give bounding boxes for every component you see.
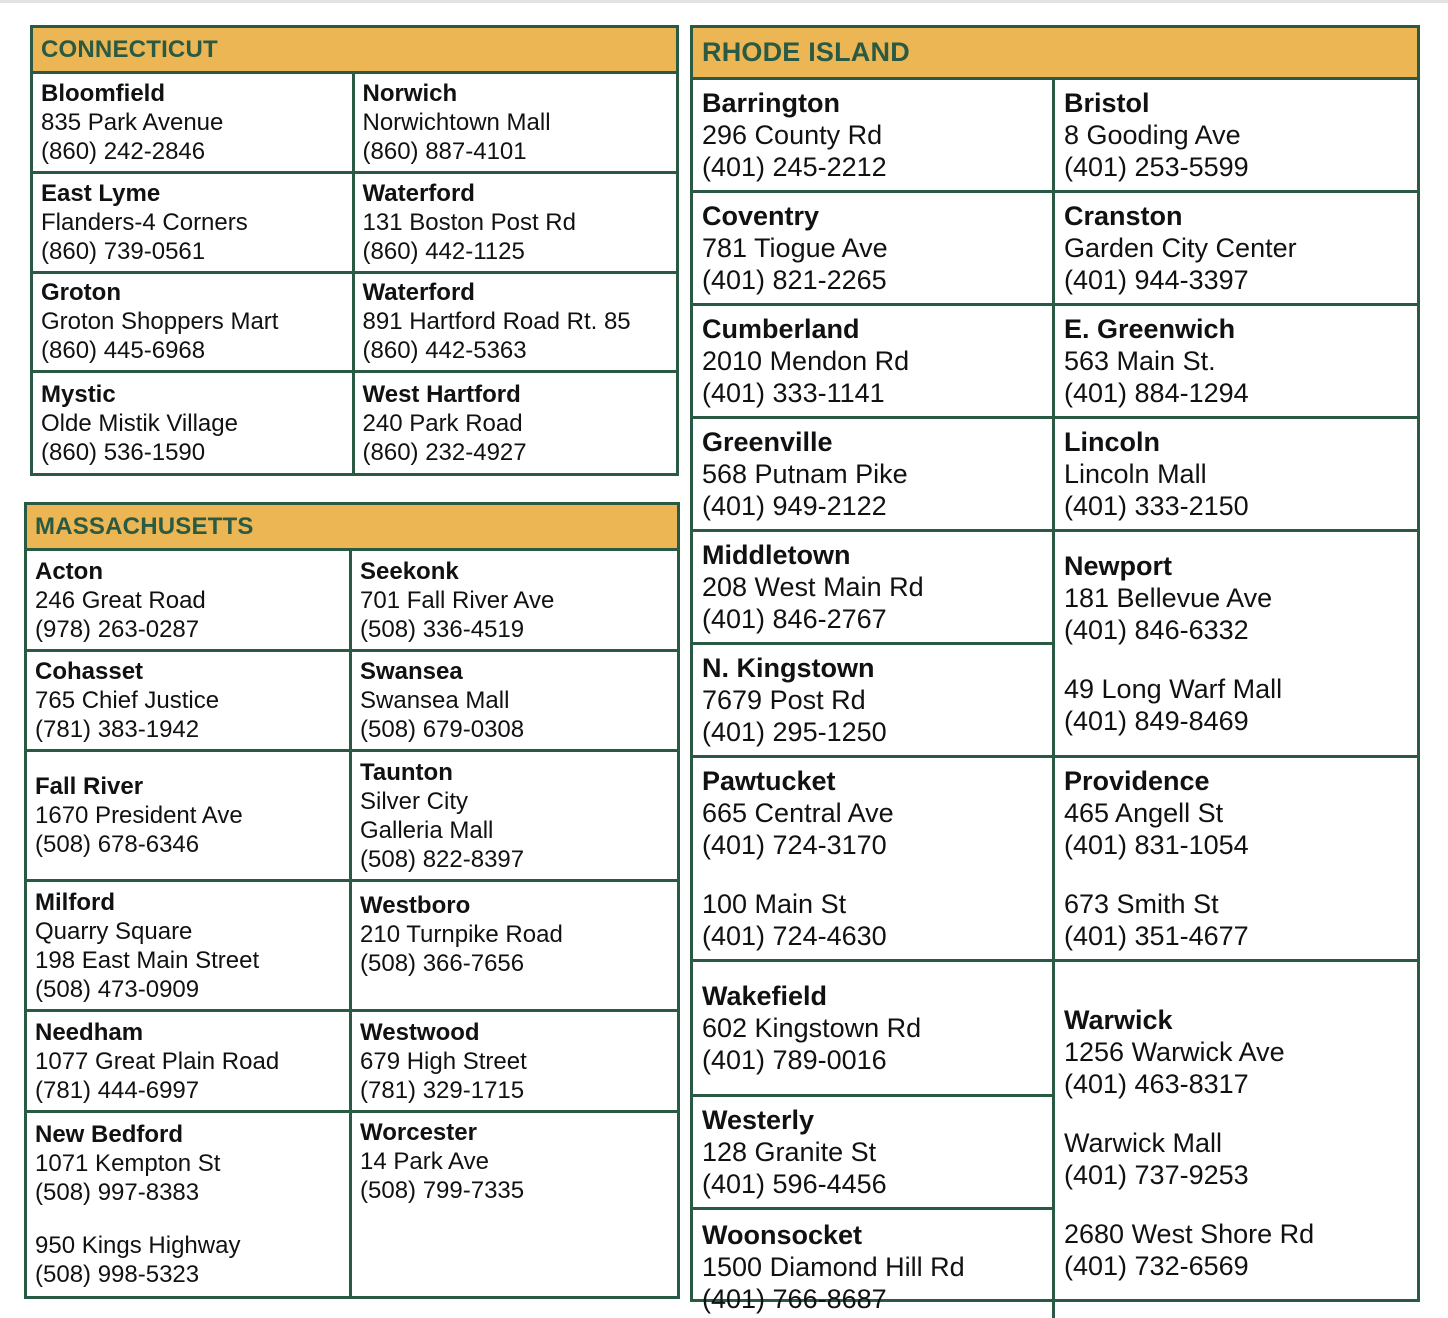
- store-cell-mystic: [33, 373, 355, 473]
- store-cell-pawtucket: [693, 758, 1055, 962]
- store-cell-waterford-boston-post: [355, 174, 677, 274]
- store-cell-greenville: [693, 419, 1055, 532]
- store-cell-new-bedford: [27, 1113, 352, 1296]
- store-address: Olde Mistik Village: [41, 409, 238, 437]
- rhode-island-store-grid: [693, 80, 1417, 1314]
- store-cell-norwich: [355, 74, 677, 174]
- store-address-third-location: 2680 West Shore Rd: [1064, 1218, 1315, 1249]
- store-phone: (401) 846-6332: [1064, 615, 1249, 645]
- store-phone: (860) 442-5363: [362, 337, 527, 365]
- store-address: 465 Angell St: [1064, 798, 1224, 828]
- store-address: 602 Kingstown Rd: [702, 1013, 922, 1043]
- store-cell-westerly: [693, 1097, 1055, 1210]
- spacer: [1064, 646, 1417, 673]
- store-cell-lincoln: [1055, 419, 1417, 532]
- store-name: Mystic: [41, 380, 116, 408]
- store-cell-woonsocket: [693, 1210, 1055, 1318]
- store-address: 128 Granite St: [702, 1137, 877, 1167]
- store-name: Lincoln: [1064, 427, 1160, 457]
- store-name: Swansea: [360, 658, 463, 685]
- store-cell-westwood: [352, 1012, 677, 1113]
- store-phone: (781) 383-1942: [35, 716, 200, 743]
- store-phone-second-location: (508) 998-5323: [35, 1261, 200, 1288]
- store-phone: (401) 253-5599: [1064, 152, 1249, 182]
- store-cell-e-greenwich: [1055, 306, 1417, 419]
- store-cell-acton: [27, 551, 352, 652]
- store-phone: (401) 724-3170: [702, 830, 887, 860]
- store-name: Waterford: [362, 279, 475, 307]
- rhode-island-panel: [690, 25, 1420, 1314]
- store-cell-east-lyme: [33, 174, 355, 274]
- store-name: East Lyme: [41, 179, 161, 207]
- store-cell-westboro: [352, 882, 677, 1012]
- store-name: Middletown: [702, 540, 851, 570]
- store-cell-milford: [27, 882, 352, 1012]
- store-phone-third-location: (401) 732-6569: [1064, 1250, 1249, 1281]
- store-address-second-location: Warwick Mall: [1064, 1127, 1222, 1158]
- store-name: Barrington: [702, 88, 840, 118]
- store-name: Bristol: [1064, 88, 1150, 118]
- store-address-line2: Galleria Mall: [360, 816, 494, 844]
- store-address-second-location: 100 Main St: [702, 889, 847, 919]
- store-address: 568 Putnam Pike: [702, 459, 908, 489]
- spacer: [35, 1207, 349, 1231]
- rhode-island-header: RHODE ISLAND: [693, 28, 1417, 80]
- store-address: 131 Boston Post Rd: [362, 208, 576, 236]
- store-cell-cohasset: [27, 652, 352, 752]
- store-name: Waterford: [362, 179, 475, 207]
- store-address: 679 High Street: [360, 1047, 527, 1075]
- store-name: Cumberland: [702, 314, 860, 344]
- store-phone: (860) 442-1125: [362, 237, 525, 265]
- store-phone: (401) 821-2265: [702, 265, 887, 295]
- store-name: Groton: [41, 279, 121, 307]
- store-phone: (860) 536-1590: [41, 438, 206, 466]
- connecticut-header: CONNECTICUT: [33, 28, 676, 74]
- store-phone: (508) 366-7656: [360, 950, 525, 977]
- store-phone: (508) 822-8397: [360, 845, 525, 873]
- store-phone: (508) 336-4519: [360, 615, 525, 643]
- store-cell-wakefield: [693, 962, 1055, 1097]
- store-address: 240 Park Road: [362, 409, 523, 437]
- store-phone: (401) 766-8687: [702, 1283, 887, 1314]
- spacer: [1064, 1100, 1417, 1127]
- store-address: 246 Great Road: [35, 586, 206, 614]
- store-cell-coventry: [693, 193, 1055, 306]
- store-address: 296 County Rd: [702, 120, 883, 150]
- connecticut-store-grid: [33, 74, 676, 473]
- store-phone: (401) 333-1141: [702, 378, 885, 408]
- store-cell-cranston: [1055, 193, 1417, 306]
- store-address: 7679 Post Rd: [702, 685, 866, 715]
- store-address: 701 Fall River Ave: [360, 586, 555, 614]
- store-cell-middletown: [693, 532, 1055, 645]
- store-name: Milford: [35, 888, 115, 916]
- store-name: Cohasset: [35, 658, 144, 685]
- store-cell-needham: [27, 1012, 352, 1113]
- store-name: New Bedford: [35, 1121, 184, 1148]
- store-name: Bloomfield: [41, 79, 165, 107]
- store-cell-waterford-hartford-road: [355, 274, 677, 374]
- store-address: 14 Park Ave: [360, 1148, 489, 1175]
- store-address: Norwichtown Mall: [362, 108, 551, 136]
- store-phone: (401) 831-1054: [1064, 830, 1249, 860]
- store-name: Needham: [35, 1018, 144, 1046]
- store-address-second-location: 49 Long Warf Mall: [1064, 674, 1283, 704]
- store-phone: (781) 329-1715: [360, 1076, 525, 1104]
- store-cell-groton: [33, 274, 355, 374]
- store-cell-taunton: [352, 752, 677, 882]
- store-address: Flanders-4 Corners: [41, 208, 248, 236]
- store-phone: (781) 444-6997: [35, 1076, 200, 1104]
- store-phone: (401) 789-0016: [702, 1045, 887, 1075]
- store-name: Westerly: [702, 1105, 815, 1135]
- store-phone: (401) 295-1250: [702, 717, 887, 747]
- store-cell-bloomfield: [33, 74, 355, 174]
- store-phone: (860) 242-2846: [41, 137, 206, 165]
- store-name: Greenville: [702, 427, 833, 457]
- store-phone: (860) 739-0561: [41, 237, 206, 265]
- store-phone: (401) 944-3397: [1064, 265, 1249, 295]
- store-phone: (860) 445-6968: [41, 337, 206, 365]
- store-address: 2010 Mendon Rd: [702, 346, 910, 376]
- store-phone: (508) 997-8383: [35, 1179, 200, 1206]
- store-name: Wakefield: [702, 981, 828, 1011]
- store-address: 765 Chief Justice: [35, 687, 220, 714]
- store-phone: (508) 799-7335: [360, 1177, 525, 1204]
- store-cell-newport: [1055, 532, 1417, 758]
- top-divider: [0, 0, 1448, 3]
- store-name: Taunton: [360, 758, 453, 786]
- store-phone: (508) 678-6346: [35, 831, 200, 858]
- store-name: Westboro: [360, 892, 471, 919]
- store-address: Groton Shoppers Mart: [41, 308, 279, 336]
- store-address: 1256 Warwick Ave: [1064, 1036, 1285, 1067]
- store-name: Seekonk: [360, 557, 459, 585]
- spacer: [1064, 1191, 1417, 1218]
- store-name: Pawtucket: [702, 766, 836, 796]
- store-address-second-location: 950 Kings Highway: [35, 1232, 241, 1259]
- store-cell-cumberland: [693, 306, 1055, 419]
- store-address: Lincoln Mall: [1064, 459, 1207, 489]
- store-address: 781 Tiogue Ave: [702, 233, 888, 263]
- store-phone: (401) 245-2212: [702, 152, 887, 182]
- store-name: E. Greenwich: [1064, 314, 1236, 344]
- store-address: 181 Bellevue Ave: [1064, 583, 1273, 613]
- store-address: 835 Park Avenue: [41, 108, 224, 136]
- store-cell-swansea: [352, 652, 677, 752]
- store-name: West Hartford: [362, 380, 521, 408]
- store-address: 1500 Diamond Hill Rd: [702, 1251, 965, 1282]
- store-name: Fall River: [35, 773, 144, 800]
- store-phone-second-location: (401) 724-4630: [702, 921, 887, 951]
- store-address: 1077 Great Plain Road: [35, 1047, 280, 1075]
- store-name: Worcester: [360, 1119, 477, 1146]
- store-phone: (401) 596-4456: [702, 1169, 887, 1199]
- store-cell-fall-river: [27, 752, 352, 882]
- spacer: [1064, 861, 1417, 888]
- store-address: Swansea Mall: [360, 687, 510, 714]
- store-cell-west-hartford: [355, 373, 677, 473]
- store-cell-n-kingstown: [693, 645, 1055, 758]
- store-name: Cranston: [1064, 201, 1183, 231]
- store-address: 1071 Kempton St: [35, 1150, 221, 1177]
- store-cell-warwick: [1055, 962, 1417, 1318]
- store-name: Coventry: [702, 201, 820, 231]
- massachusetts-panel: [24, 502, 680, 1299]
- store-address-second-location: 673 Smith St: [1064, 889, 1219, 919]
- store-name: Westwood: [360, 1018, 480, 1046]
- store-address: 563 Main St.: [1064, 346, 1216, 376]
- massachusetts-store-grid: [27, 551, 677, 1296]
- store-phone: (860) 887-4101: [362, 137, 527, 165]
- store-address: 210 Turnpike Road: [360, 921, 563, 948]
- store-address-line2: 198 East Main Street: [35, 946, 260, 974]
- store-address: 208 West Main Rd: [702, 572, 924, 602]
- store-cell-barrington: [693, 80, 1055, 193]
- store-phone-second-location: (401) 351-4677: [1064, 921, 1249, 951]
- store-name: Woonsocket: [702, 1219, 863, 1250]
- store-address: 1670 President Ave: [35, 802, 243, 829]
- store-address: 665 Central Ave: [702, 798, 894, 828]
- store-phone-second-location: (401) 849-8469: [1064, 706, 1249, 736]
- connecticut-panel: [30, 25, 679, 476]
- store-address: Silver City: [360, 787, 469, 815]
- store-cell-seekonk: [352, 551, 677, 652]
- store-cell-providence: [1055, 758, 1417, 962]
- store-address: 891 Hartford Road Rt. 85: [362, 308, 631, 336]
- store-phone-second-location: (401) 737-9253: [1064, 1159, 1249, 1190]
- massachusetts-header: MASSACHUSETTS: [27, 505, 677, 551]
- store-phone: (401) 333-2150: [1064, 491, 1249, 521]
- store-cell-worcester: [352, 1113, 677, 1296]
- store-phone: (978) 263-0287: [35, 615, 200, 643]
- store-address: Quarry Square: [35, 917, 193, 945]
- store-phone: (401) 846-2767: [702, 604, 887, 634]
- store-address: Garden City Center: [1064, 233, 1297, 263]
- store-phone: (401) 463-8317: [1064, 1068, 1249, 1099]
- store-name: N. Kingstown: [702, 653, 875, 683]
- store-name: Providence: [1064, 766, 1210, 796]
- store-phone: (401) 949-2122: [702, 491, 887, 521]
- store-name: Warwick: [1064, 1004, 1173, 1035]
- store-phone: (508) 679-0308: [360, 716, 525, 743]
- store-cell-bristol: [1055, 80, 1417, 193]
- store-name: Newport: [1064, 551, 1172, 581]
- store-phone: (401) 884-1294: [1064, 378, 1249, 408]
- spacer: [702, 861, 1052, 888]
- store-phone: (860) 232-4927: [362, 438, 527, 466]
- store-name: Norwich: [362, 79, 458, 107]
- store-address: 8 Gooding Ave: [1064, 120, 1241, 150]
- store-phone: (508) 473-0909: [35, 975, 200, 1003]
- store-name: Acton: [35, 557, 103, 585]
